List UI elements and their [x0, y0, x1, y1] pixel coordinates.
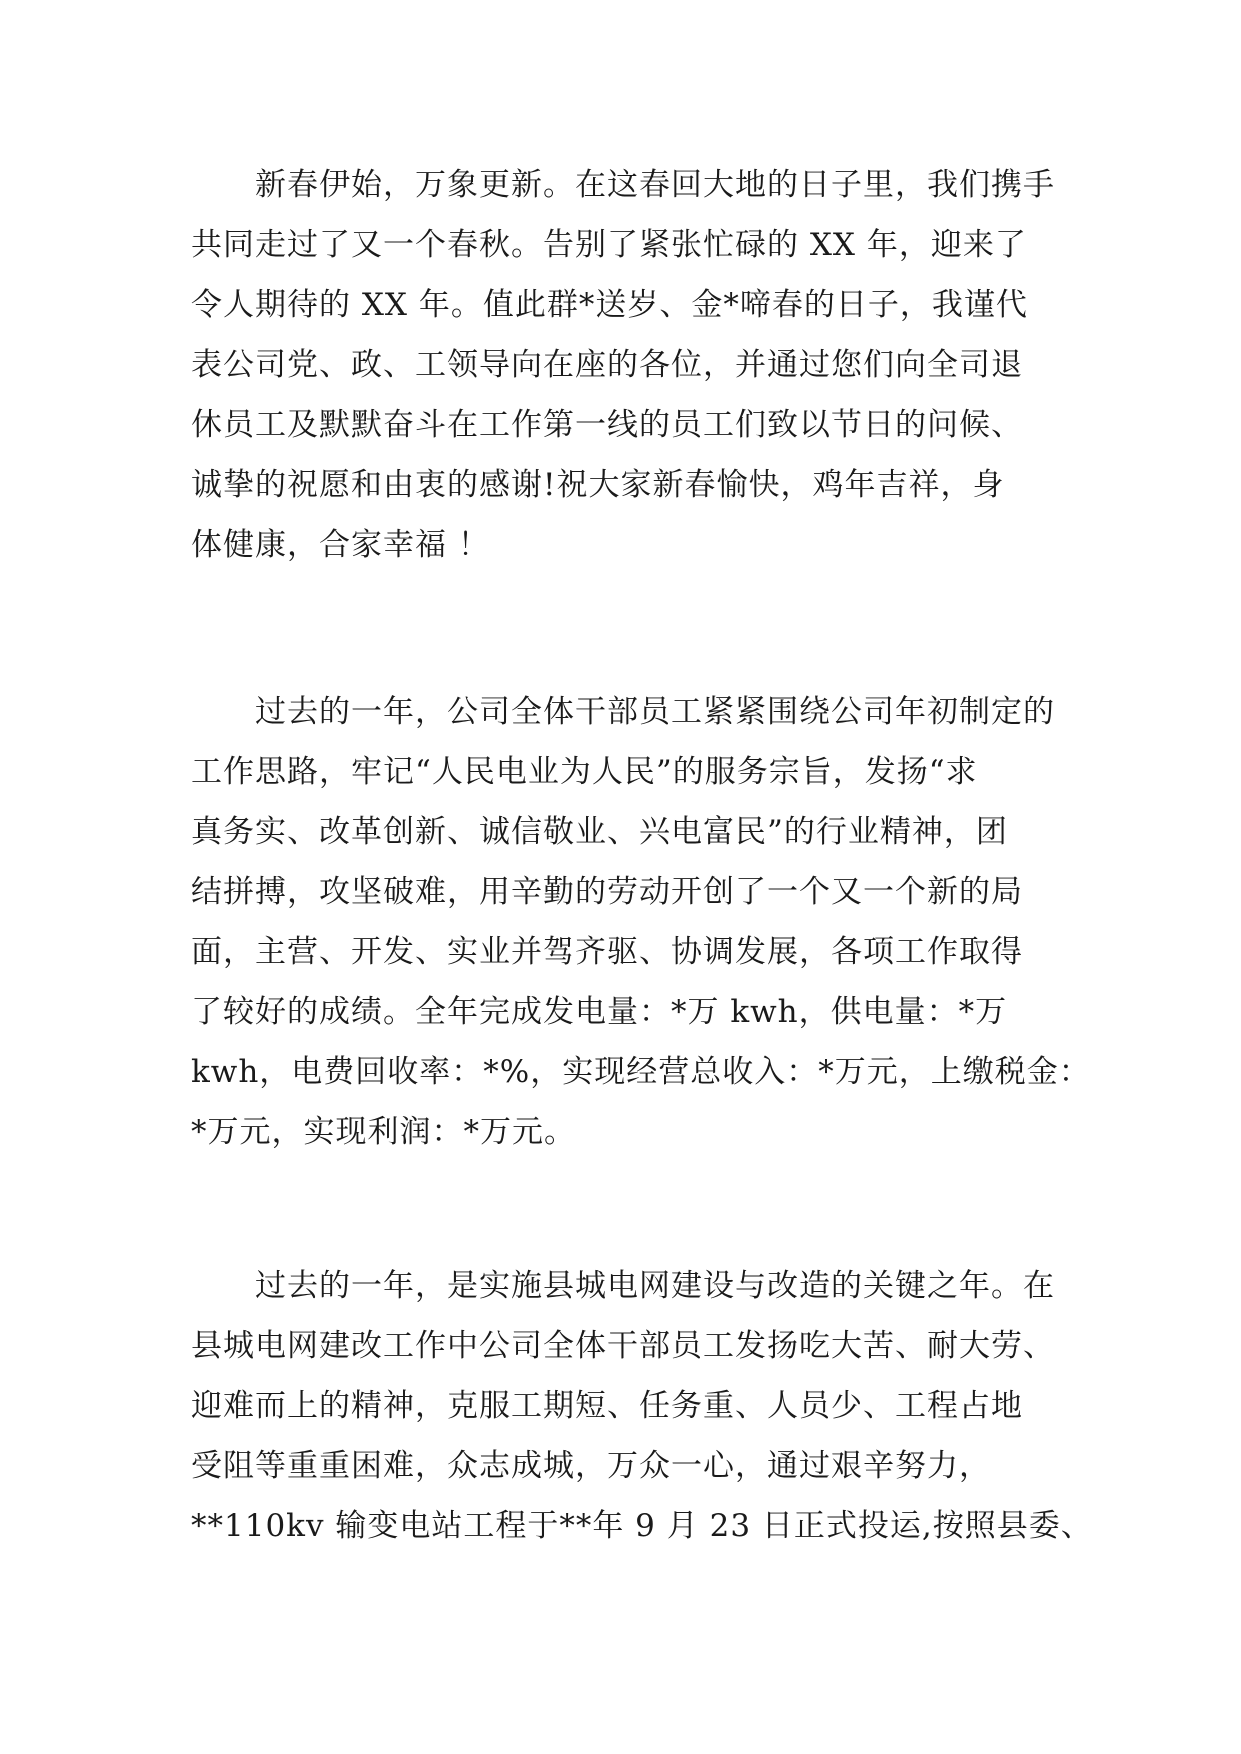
text-line: 体健康，合家幸福 ！: [191, 527, 490, 563]
text-line: 迎难而上的精神，克服工期短、任务重、人员少、工程占地: [191, 1388, 1023, 1424]
text-line: 共同走过了又一个春秋。告别了紧张忙碌的 XX 年，迎来了: [191, 227, 1027, 263]
text-line: 了较好的成绩。全年完成发电量：*万 kwh，供电量：*万: [191, 994, 1008, 1030]
text-line: 诚挚的祝愿和由衷的感谢!祝大家新春愉快，鸡年吉祥，身: [191, 467, 1005, 503]
text-line: 面，主营、开发、实业并驾齐驱、协调发展，各项工作取得: [191, 934, 1023, 970]
text-line: 受阻等重重困难，众志成城，万众一心，通过艰辛努力，: [191, 1448, 991, 1484]
text-line: kwh，电费回收率：*%，实现经营总收入：*万元，上缴税金：: [191, 1054, 1091, 1090]
text-line: 休员工及默默奋斗在工作第一线的员工们致以节日的问候、: [191, 407, 1023, 443]
text-line: 令人期待的 XX 年。值此群*送岁、金*啼春的日子，我谨代: [191, 287, 1028, 323]
text-line: 县城电网建改工作中公司全体干部员工发扬吃大苦、耐大劳、: [191, 1328, 1055, 1364]
paragraph-new-year-greeting: [191, 155, 1055, 575]
text-line: *万元，实现利润：*万元。: [191, 1114, 576, 1150]
text-line: 结拼搏，攻坚破难，用辛勤的劳动开创了一个又一个新的局: [191, 874, 1023, 910]
text-line: 真务实、改革创新、诚信敬业、兴电富民”的行业精神，团: [191, 814, 1008, 850]
text-line: 表公司党、政、工领导向在座的各位，并通过您们向全司退: [191, 347, 1023, 383]
text-line: 新春伊始，万象更新。在这春回大地的日子里，我们携手: [191, 167, 1055, 203]
text-line: **110kv 输变电站工程于**年 9 月 23 日正式投运,按照县委、: [191, 1508, 1093, 1544]
text-line: 过去的一年，是实施县城电网建设与改造的关键之年。在: [191, 1268, 1055, 1304]
text-line: 工作思路，牢记“人民电业为人民”的服务宗旨，发扬“求: [191, 754, 978, 790]
text-line: 过去的一年，公司全体干部员工紧紧围绕公司年初制定的: [191, 694, 1055, 730]
paragraph-grid-construction: [191, 1256, 1093, 1556]
paragraph-annual-performance: [191, 682, 1091, 1162]
